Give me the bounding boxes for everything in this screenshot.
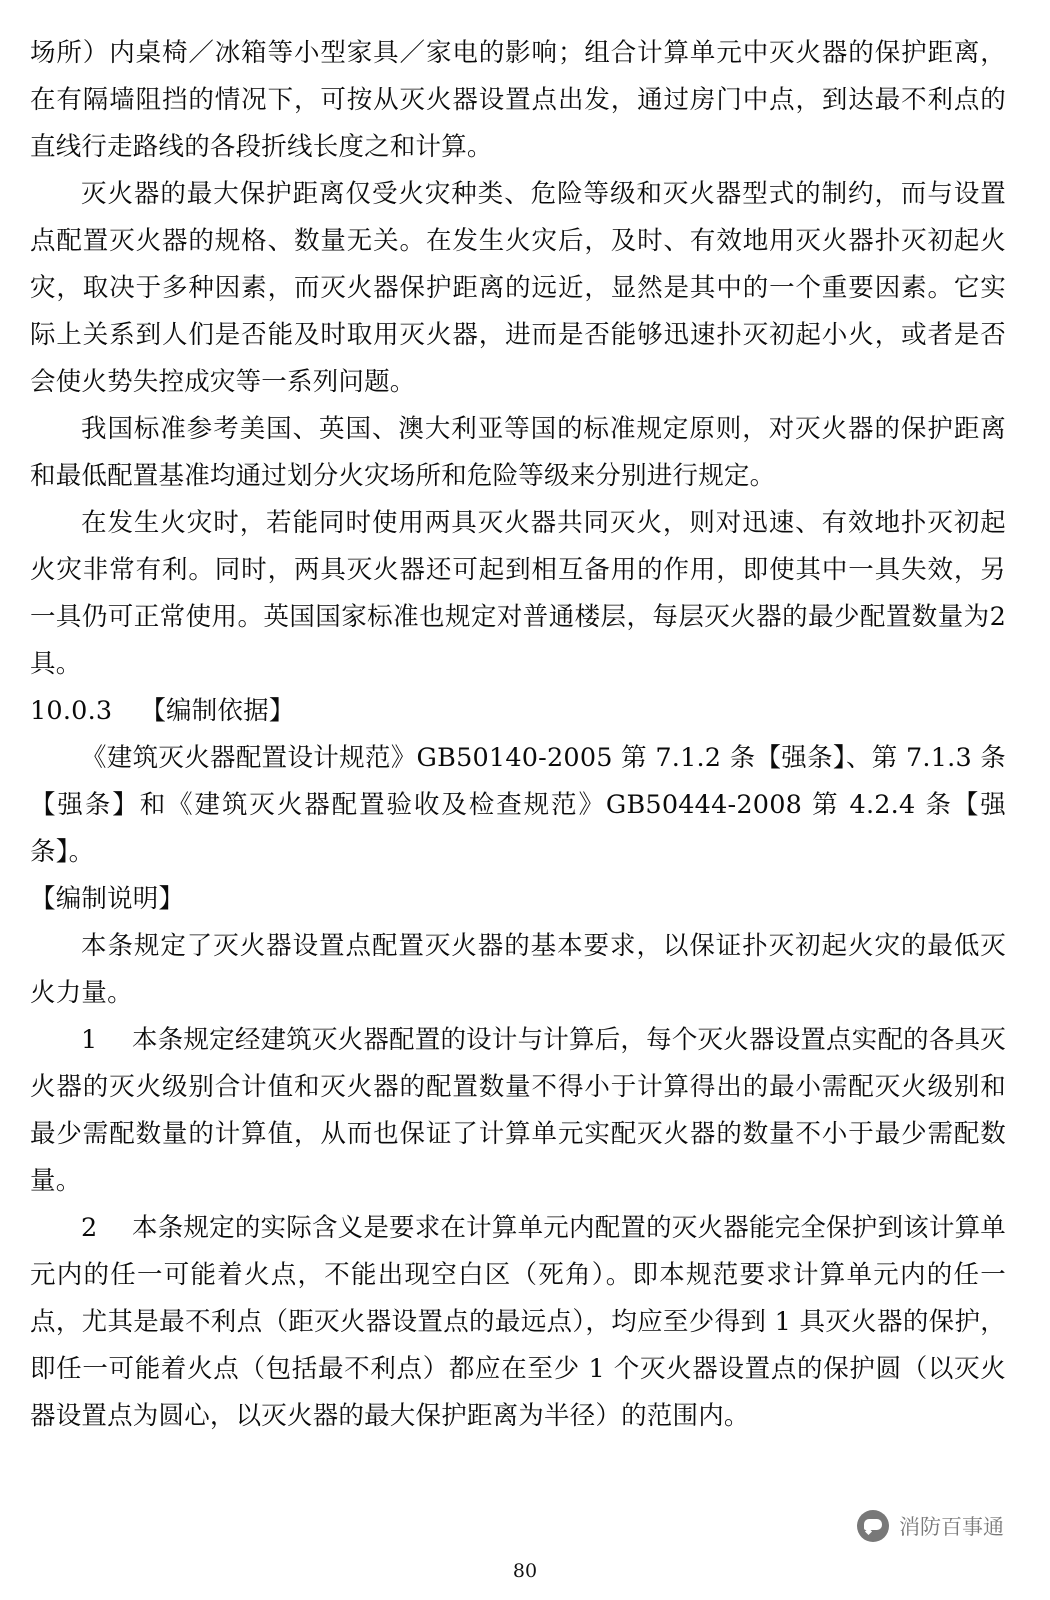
paragraph-national-standard-reference: 我国标准参考美国、英国、澳大利亚等国的标准规定原则，对灭火器的保护距离和最低配置基准均通过划分火灾场所和危险等级来分别进行规定。 <box>30 414 1006 491</box>
paragraph-two-extinguishers: 在发生火灾时，若能同时使用两具灭火器共同灭火，则对迅速、有效地扑灭初起火灾非常有利。同时，两具灭火器还可起到相互备用的作用，即使其中一具失效，另一具仍可正常使用。英国国家标准也规定对普通楼层，每层灭火器的最少配置数量为2具。 <box>30 508 1006 679</box>
paragraph-explanation-intro: 本条规定了灭火器设置点配置灭火器的基本要求，以保证扑灭初起火灾的最低灭火力量。 <box>30 931 1006 1008</box>
paragraph-basis-standards: 《建筑灭火器配置设计规范》GB50140-2005 第 7.1.2 条【强条】、第 7.1.3 条【强条】和《建筑灭火器配置验收及检查规范》GB50444-2008 第 4.2.4 条【强条】。 <box>30 743 1006 867</box>
list-item <box>30 1017 1006 1205</box>
section-title: 【编制依据】 <box>140 696 295 726</box>
paragraph-continuation: 场所）内桌椅／冰箱等小型家具／家电的影响；组合计算单元中灭火器的保护距离，在有隔墙阻挡的情况下，可按从灭火器设置点出发，通过房门中点，到达最不利点的直线行走路线的各段折线长度之和计算。 <box>30 38 1006 162</box>
paragraph-max-protection-distance: 灭火器的最大保护距离仅受火灾种类、危险等级和灭火器型式的制约，而与设置点配置灭火器的规格、数量无关。在发生火灾后，及时、有效地用灭火器扑灭初起火灾，取决于多种因素，而灭火器保护距离的远近，显然是其中的一个重要因素。它实际上关系到人们是否能及时取用灭火器，进而是否能够迅速扑灭初起小火，或者是否会使火势失控成灾等一系列问题。 <box>30 179 1006 397</box>
page-number: 80 <box>512 1560 538 1582</box>
watermark <box>857 1510 1004 1542</box>
section-number: 10.0.3 <box>30 696 113 726</box>
list-item-text: 本条规定的实际含义是要求在计算单元内配置的灭火器能完全保护到该计算单元内的任一可能着火点，不能出现空白区（死角）。即本规范要求计算单元内的任一点，尤其是最不利点（距灭火器设置点的最远点），均应至少得到 1 具灭火器的保护，即任一可能着火点（包括最不利点）都应在至少 1 个灭火器设置点的保护圆（以灭火器设置点为圆心，以灭火器的最大保护距离为半径）的范围内。 <box>30 1213 1006 1431</box>
watermark-label: 消防百事通 <box>899 1515 1004 1539</box>
document-body <box>30 30 1006 1440</box>
list-item-text: 本条规定经建筑灭火器配置的设计与计算后，每个灭火器设置点实配的各具灭火器的灭火级别合计值和灭火器的配置数量不得小于计算得出的最小需配灭火级别和最少需配数量的计算值，从而也保证了计算单元实配灭火器的数量不小于最少需配数量。 <box>30 1025 1006 1196</box>
wechat-icon <box>857 1510 889 1542</box>
section-heading <box>30 688 1006 735</box>
list-item-marker: 2 <box>81 1213 98 1243</box>
list-item-marker: 1 <box>81 1025 98 1055</box>
explanation-heading: 【编制说明】 <box>30 884 185 914</box>
list-item <box>30 1205 1006 1440</box>
